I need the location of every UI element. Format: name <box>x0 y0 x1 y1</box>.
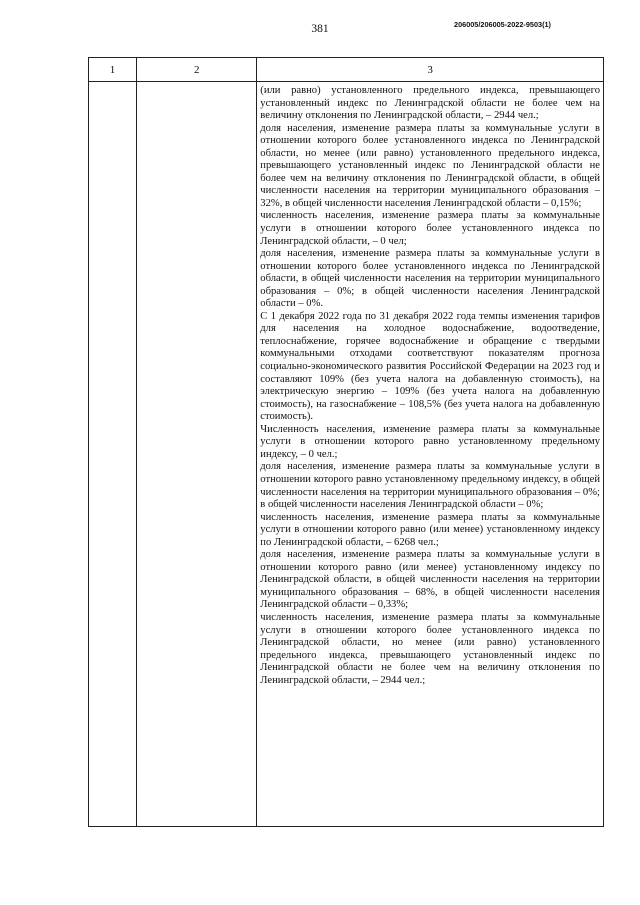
document-id: 206005/206005-2022-9503(1) <box>454 20 551 29</box>
column-header-2: 2 <box>137 58 257 82</box>
table-header-row <box>89 58 604 82</box>
paragraph: численность населения, изменение размера платы за коммунальные услуги в отношении которого более установленного индекса по Ленинградской области, – 0 чел; <box>260 210 600 247</box>
paragraph: доля населения, изменение размера платы за коммунальные услуги в отношении которого равно (или менее) установленному индексу по Ленинградской области, в общей численности населения на территории муниципального образования – 68%, в общей численности населения Ленинградской области – 0,33%; <box>260 549 600 611</box>
column-header-3: 3 <box>257 58 604 82</box>
cell-content <box>257 82 603 687</box>
paragraph: численность населения, изменение размера платы за коммунальные услуги в отношении которого более установленного индекса по Ленинградской области, но менее (или равно) установленного предельного индекса, превышающего установленный индекс по Ленинградской области не более чем на величину отклонения по Ленинградской области, – 2944 чел.; <box>260 611 600 686</box>
paragraph: численность населения, изменение размера платы за коммунальные услуги в отношении которого равно (или менее) установленному индексу по Ленинградской области, – 6268 чел.; <box>260 511 600 548</box>
paragraph: доля населения, изменение размера платы за коммунальные услуги в отношении которого более установленного индекса по Ленинградской области, но менее (или равно) установленного предельного индекса, превышающего установленный индекс по Ленинградской области не более чем на величину отклонения по Ленинградской области, в общей численности населения на территории муниципального образования – 32%, в общей численности населения Ленинградской области – 0,15%; <box>260 122 600 209</box>
paragraph: Численность населения, изменение размера платы за коммунальные услуги в отношении которого равно установленному предельному индексу, – 0 чел.; <box>260 423 600 460</box>
paragraph: доля населения, изменение размера платы за коммунальные услуги в отношении которого равно установленному предельному индексу, в общей численности населения на территории муниципального образования – 0%; в общей численности населения Ленинградской области – 0%; <box>260 461 600 511</box>
cell-col-2 <box>137 82 257 827</box>
paragraph: (или равно) установленного предельного индекса, превышающего установленный индекс по Ленинградской области не более чем на величину отклонения по Ленинградской области, – 2944 чел.; <box>260 85 600 122</box>
table-row <box>89 82 604 827</box>
document-table <box>88 57 604 827</box>
paragraph: С 1 декабря 2022 года по 31 декабря 2022 года темпы изменения тарифов для населения на холодное водоснабжение, водоотведение, теплоснабжение, горячее водоснабжение и обращение с твердыми коммунальными отходами соответствуют показателям прогноза социально-экономического развития Российской Федерации на 2023 год и составляют 109% (без учета налога на добавленную стоимость), на электрическую энергию – 109% (без учета налога на добавленную стоимость), на газоснабжение – 108,5% (без учета налога на добавленную стоимость). <box>260 310 600 423</box>
cell-col-3 <box>257 82 604 827</box>
paragraph: доля населения, изменение размера платы за коммунальные услуги в отношении которого более установленного индекса по Ленинградской области, в общей численности населения на территории муниципального образования – 0%; в общей численности населения Ленинградской области – 0%. <box>260 248 600 310</box>
page-number: 381 <box>311 23 329 35</box>
column-header-1: 1 <box>89 58 137 82</box>
cell-col-1 <box>89 82 137 827</box>
